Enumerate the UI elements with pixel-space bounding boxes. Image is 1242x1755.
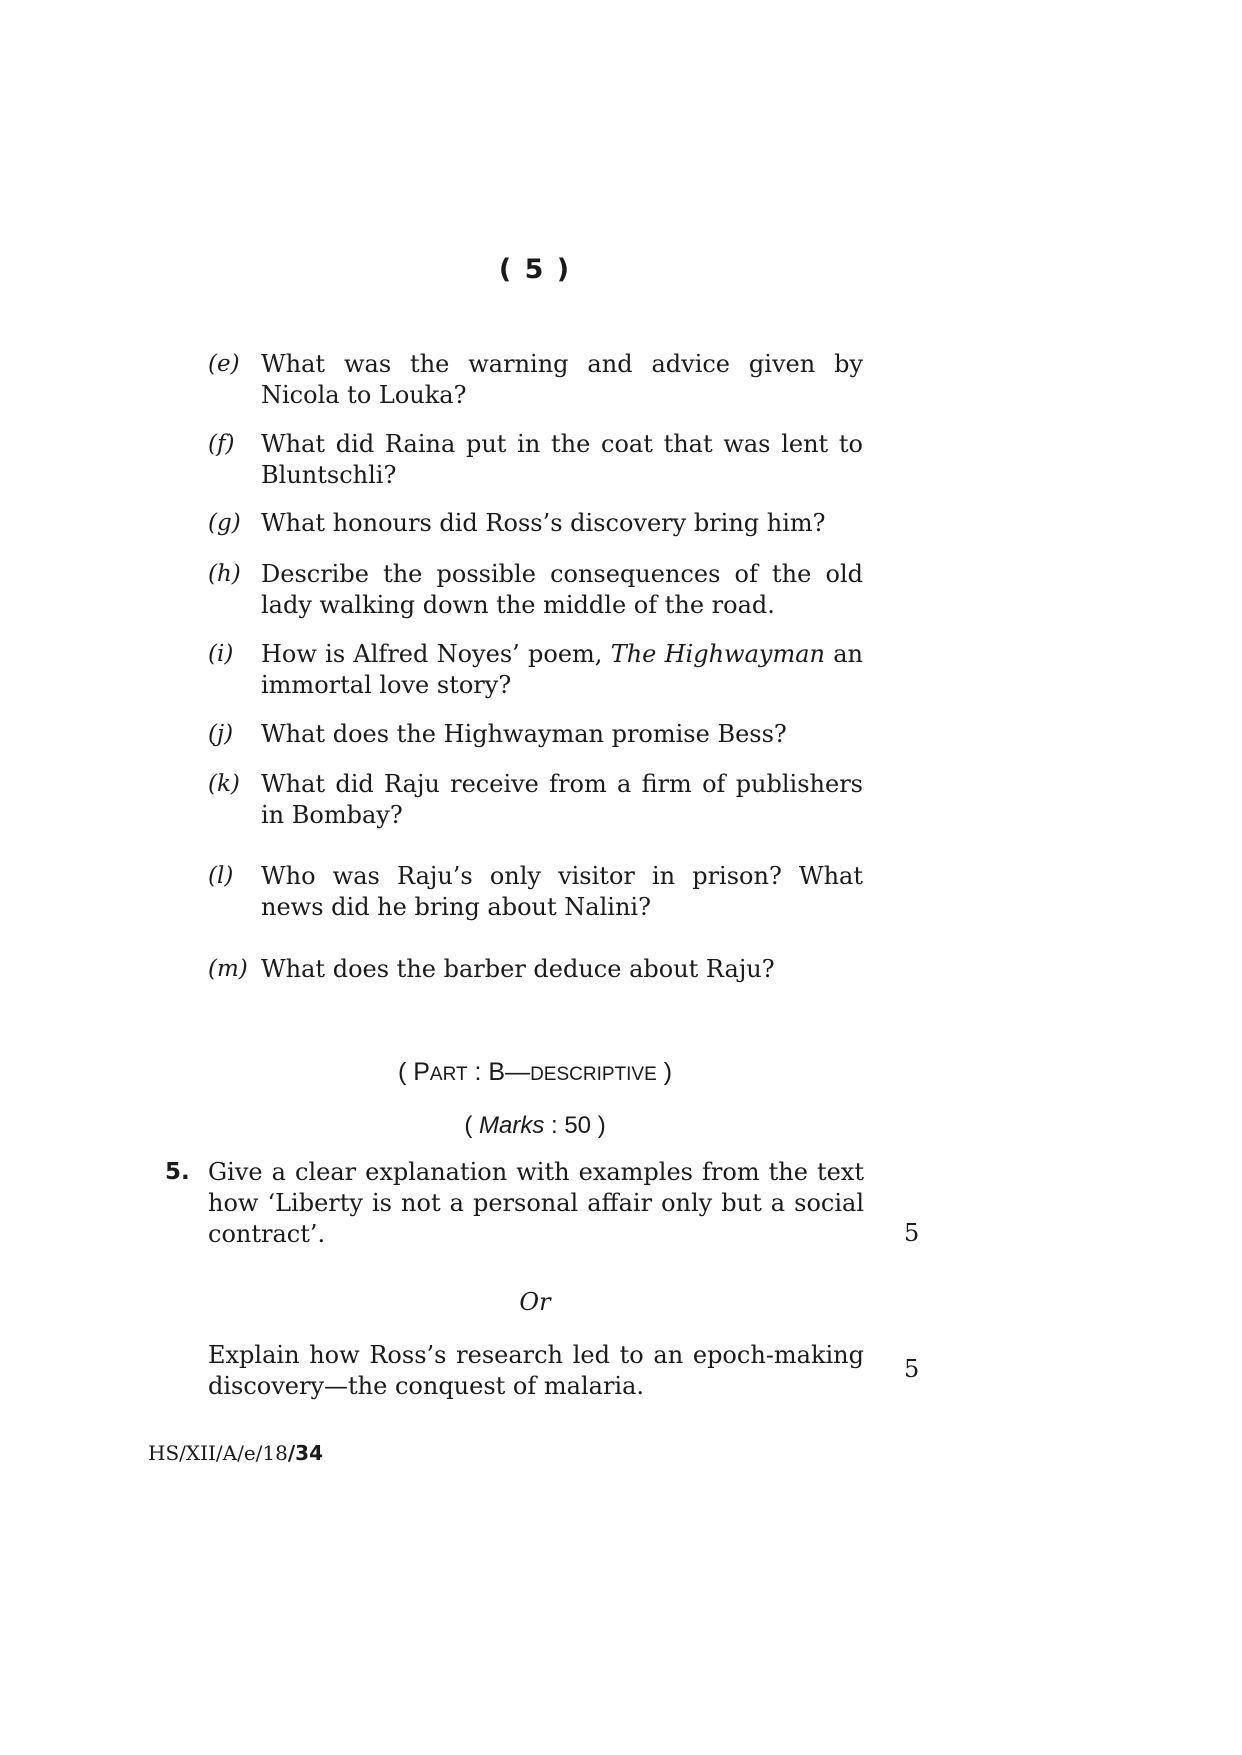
question-text: Give a clear explanation with examples from the text how ‘Liberty is not a personal affair only but a social contract’. (208, 1158, 864, 1248)
question-i (208, 639, 863, 701)
question-text-after: an immortal love story? (261, 640, 864, 699)
question-text: Describe the possible consequences of the old lady walking down the middle of the road. (261, 560, 863, 619)
question-5-marks: 5 (904, 1219, 920, 1247)
question-label: (k) (208, 771, 240, 797)
question-j (208, 719, 863, 750)
question-k (208, 769, 863, 831)
alternative-question-marks: 5 (904, 1355, 920, 1383)
part-descriptive: DESCRIPTIVE (530, 1064, 657, 1085)
part-close: ) (656, 1058, 673, 1086)
question-l (208, 861, 863, 923)
question-text: What was the warning and advice given by Nicola to Louka? (261, 350, 863, 409)
part-word-rest: ART (429, 1064, 468, 1085)
part-heading (0, 1058, 1070, 1087)
part-mid: : B— (467, 1058, 531, 1086)
page-number: ( 5 ) (498, 254, 572, 285)
question-label: (e) (208, 351, 240, 377)
question-text: What did Raina put in the coat that was lent to Bluntschli? (261, 430, 863, 489)
poem-title: The Highwayman (610, 640, 825, 668)
question-label: (l) (208, 863, 234, 889)
question-m (208, 954, 863, 985)
part-open: ( P (397, 1058, 430, 1086)
or-separator: Or (519, 1288, 551, 1316)
question-text: What did Raju receive from a firm of publishers in Bombay? (261, 770, 863, 829)
question-g (208, 508, 863, 539)
question-label: (g) (208, 510, 241, 536)
question-label: (h) (208, 561, 241, 587)
question-text-before: How is Alfred Noyes’ poem, (261, 640, 611, 668)
question-text: What honours did Ross’s discovery bring him? (261, 509, 826, 537)
question-text (261, 639, 863, 701)
question-e (208, 349, 863, 411)
question-h (208, 559, 863, 621)
question-text: What does the barber deduce about Raju? (261, 955, 775, 983)
question-text: What does the Highwayman promise Bess? (261, 720, 787, 748)
marks-open: ( (464, 1112, 479, 1139)
question-f (208, 429, 863, 491)
footer-suffix: /34 (287, 1441, 324, 1465)
marks-line (0, 1112, 1070, 1140)
marks-value: : 50 ) (544, 1112, 606, 1139)
question-label: (j) (208, 721, 234, 747)
marks-label: Marks (478, 1112, 545, 1139)
question-label: (f) (208, 431, 235, 457)
question-5 (155, 1157, 864, 1250)
alternative-question-text: Explain how Ross’s research led to an epoch-making discovery—the conquest of malaria. (208, 1341, 864, 1400)
question-text: Who was Raju’s only visitor in prison? What news did he bring about Nalini? (261, 862, 863, 921)
page-footer-code (148, 1441, 323, 1465)
question-number: 5. (165, 1159, 190, 1185)
question-label: (i) (208, 641, 234, 667)
question-label: (m) (208, 956, 248, 982)
footer-code: HS/XII/A/e/18 (148, 1441, 288, 1465)
